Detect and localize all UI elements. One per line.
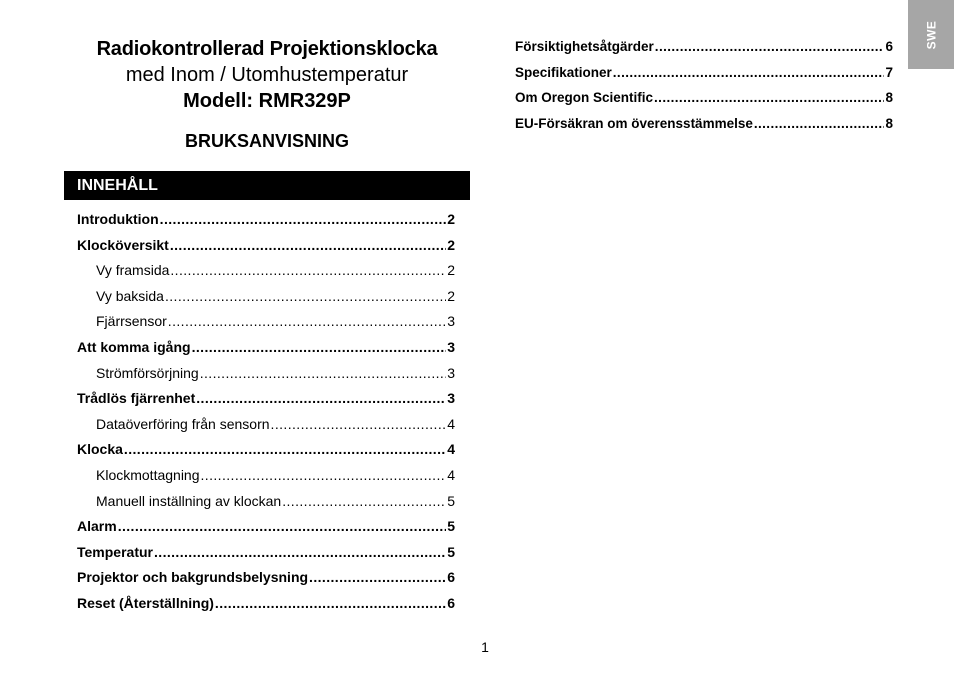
toc-leader-dots — [118, 514, 446, 540]
toc-entry-page: 2 — [447, 287, 455, 304]
document-title: Radiokontrollerad Projektionsklocka — [96, 38, 438, 60]
toc-entry-page: 5 — [447, 492, 455, 509]
table-of-contents-right — [515, 34, 893, 136]
toc-leader-dots — [200, 361, 446, 387]
toc-entry[interactable] — [515, 85, 893, 111]
toc-entry[interactable] — [77, 284, 455, 310]
toc-entry-page: 5 — [447, 518, 455, 535]
toc-entry-label: Trådlös fjärrenhet — [77, 390, 196, 407]
toc-leader-dots — [215, 591, 446, 617]
toc-entry-label: Klocka — [77, 441, 123, 458]
toc-entry-label: EU-Försäkran om överensstämmelse — [515, 115, 753, 131]
toc-entry[interactable] — [77, 565, 455, 591]
toc-leader-dots — [613, 60, 884, 86]
toc-leader-dots — [154, 540, 446, 566]
toc-leader-dots — [168, 309, 446, 335]
toc-entry-label: Manuell inställning av klockan — [96, 492, 282, 509]
toc-entry[interactable] — [77, 335, 455, 361]
toc-leader-dots — [124, 437, 446, 463]
toc-entry[interactable] — [77, 386, 455, 412]
toc-entry[interactable] — [77, 489, 455, 515]
toc-leader-dots — [160, 207, 446, 233]
toc-leader-dots — [282, 489, 446, 515]
toc-leader-dots — [271, 412, 446, 438]
toc-leader-dots — [196, 386, 446, 412]
toc-leader-dots — [192, 335, 446, 361]
toc-entry-label: Om Oregon Scientific — [515, 90, 654, 105]
toc-entry-label: Fjärrsensor — [96, 313, 167, 330]
toc-entry-page: 3 — [447, 338, 455, 355]
toc-entry-page: 3 — [447, 390, 455, 407]
toc-entry[interactable] — [77, 309, 455, 335]
toc-entry[interactable] — [77, 437, 455, 463]
toc-entry[interactable] — [77, 258, 455, 284]
toc-entry[interactable] — [77, 463, 455, 489]
toc-entry[interactable] — [77, 207, 455, 233]
toc-entry-label: Projektor och bakgrundsbelysning — [77, 569, 309, 586]
toc-entry-page: 2 — [447, 236, 455, 253]
language-tab-label: SWE — [924, 20, 938, 49]
toc-entry-page: 8 — [885, 90, 893, 105]
toc-entry-label: Klocköversikt — [77, 236, 169, 253]
toc-entry-label: Klockmottagning — [96, 466, 200, 483]
contents-header: INNEHÅLL — [64, 171, 470, 200]
toc-entry[interactable] — [77, 540, 455, 566]
toc-entry-page: 8 — [885, 115, 893, 131]
toc-entry-page: 6 — [885, 39, 893, 54]
toc-entry-page: 3 — [447, 313, 455, 330]
toc-entry-label: Reset (Återställning) — [77, 594, 214, 611]
language-tab — [908, 0, 954, 69]
toc-entry-label: Vy framsida — [96, 262, 170, 279]
toc-entry[interactable] — [515, 34, 893, 60]
toc-entry-page: 6 — [447, 569, 455, 586]
toc-leader-dots — [309, 565, 446, 591]
toc-entry-page: 4 — [447, 441, 455, 458]
document-title-block — [64, 36, 470, 152]
toc-entry-label: Introduktion — [77, 211, 159, 227]
table-of-contents-left — [77, 207, 455, 617]
toc-leader-dots — [165, 284, 446, 310]
toc-entry[interactable] — [515, 60, 893, 86]
toc-entry-page: 6 — [447, 594, 455, 611]
toc-leader-dots — [654, 85, 884, 111]
toc-leader-dots — [754, 111, 884, 137]
toc-entry[interactable] — [77, 412, 455, 438]
toc-leader-dots — [201, 463, 446, 489]
toc-entry-page: 2 — [447, 262, 455, 279]
toc-entry-label: Alarm — [77, 518, 117, 535]
toc-leader-dots — [170, 258, 446, 284]
toc-entry-page: 4 — [447, 415, 455, 432]
toc-entry[interactable] — [515, 111, 893, 137]
toc-leader-dots — [655, 34, 884, 60]
toc-entry-page: 3 — [447, 364, 455, 381]
toc-entry[interactable] — [77, 591, 455, 617]
page-number: 1 — [481, 639, 489, 655]
toc-entry[interactable] — [77, 361, 455, 387]
toc-entry[interactable] — [77, 233, 455, 259]
toc-entry-label: Att komma igång — [77, 338, 191, 355]
toc-entry-page: 7 — [885, 64, 893, 80]
toc-entry-page: 4 — [447, 466, 455, 483]
toc-entry-label: Specifikationer — [515, 64, 612, 80]
toc-entry-label: Dataöverföring från sensorn — [96, 415, 270, 432]
document-title-line2: med Inom / Utomhustemperatur — [125, 64, 409, 86]
toc-entry-page: 2 — [447, 211, 455, 227]
toc-entry-label: Vy baksida — [96, 287, 164, 304]
toc-entry-label: Temperatur — [77, 543, 153, 560]
model-number: Modell: RMR329P — [183, 90, 351, 112]
toc-entry-label: Försiktighetsåtgärder — [515, 39, 654, 54]
toc-entry-page: 5 — [447, 543, 455, 560]
toc-entry-label: Strömförsörjning — [96, 364, 199, 381]
toc-leader-dots — [170, 233, 446, 259]
document-subtitle: BRUKSANVISNING — [184, 131, 349, 151]
toc-entry[interactable] — [77, 514, 455, 540]
